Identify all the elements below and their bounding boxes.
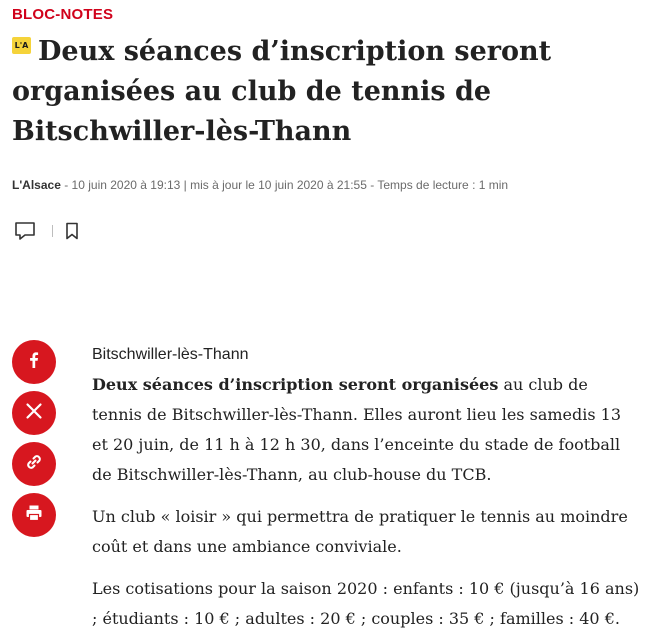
paragraph-text: au club de tennis de Bitschwiller-lès-Thann. Elles auront lieu les samedis 13 et 20 juin, de 11 h à 12 h 30, dans l’enceinte du stade de football de Bitschwiller-lès-Thann, au club-house du TCB.	[92, 375, 622, 484]
article-paragraph: Un club « loisir » qui permettra de pratiquer le tennis au moindre coût et dans une ambiance conviviale.	[92, 507, 628, 556]
article-meta	[12, 178, 508, 192]
article-paragraph: Les cotisations pour la saison 2020 : enfants : 10 € (jusqu’à 16 ans) ; étudiants : 10 € ; adultes : 20 € ; couples : 35 € ; familles : 40 €.	[92, 579, 640, 628]
comment-icon[interactable]	[14, 221, 36, 241]
article-paragraph	[92, 370, 640, 490]
share-print-button[interactable]	[12, 493, 56, 537]
article-header	[12, 32, 612, 152]
x-icon	[25, 402, 43, 425]
share-x-button[interactable]	[12, 391, 56, 435]
dateline: Bitschwiller-lès-Thann	[92, 346, 249, 363]
reading-time: - Temps de lecture : 1 min	[366, 178, 509, 192]
page-title: Deux séances d’inscription seront organisées au club de tennis de Bitschwiller-lès-Thann	[12, 36, 552, 147]
article-body	[92, 342, 640, 638]
updated-date: | mis à jour le 10 juin 2020 à 21:55	[180, 178, 367, 192]
published-date: - 10 juin 2020 à 19:13	[60, 178, 181, 192]
print-icon	[24, 503, 44, 528]
section-kicker[interactable]: BLOC-NOTES	[12, 6, 114, 23]
article-actions	[14, 220, 79, 242]
bookmark-icon[interactable]	[65, 222, 79, 240]
share-link-button[interactable]	[12, 442, 56, 486]
lalsace-logo-icon: L'A	[12, 37, 31, 54]
actions-divider	[52, 225, 53, 237]
share-facebook-button[interactable]	[12, 340, 56, 384]
facebook-icon	[24, 350, 44, 375]
link-icon	[24, 452, 44, 477]
lead-highlight: Deux séances d’inscription seront organisées	[92, 375, 499, 394]
source-name[interactable]: L'Alsace	[12, 178, 61, 192]
